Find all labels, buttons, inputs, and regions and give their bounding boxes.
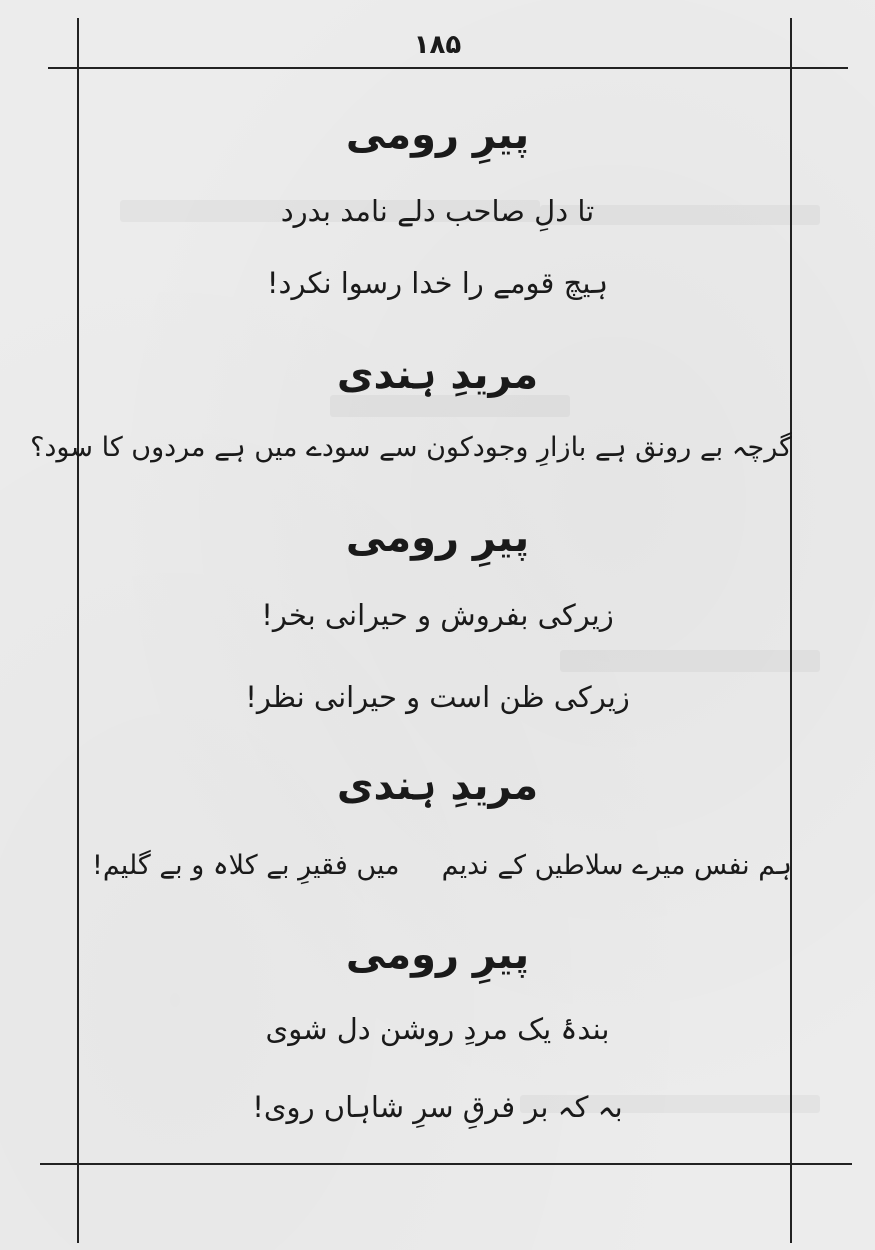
verse-line: بندۂ یک مردِ روشن دل شوی <box>265 1012 610 1046</box>
verse-line: ہیچ قومے را خدا رسوا نکرد! <box>266 266 609 300</box>
couplet-line <box>92 850 792 881</box>
section-heading: پیرِ رومی <box>345 112 530 158</box>
bleed-through-mark <box>560 650 820 672</box>
verse-line: تا دلِ صاحب دلے نامد بدرد <box>280 194 595 228</box>
section-heading: مریدِ ہندی <box>336 763 539 809</box>
bleed-through-mark <box>330 395 570 417</box>
section-heading: مریدِ ہندی <box>336 352 539 398</box>
bottom-border-line <box>40 1163 852 1165</box>
top-border-line <box>48 67 848 69</box>
couplet-line <box>30 432 792 463</box>
page-number: ۱۸۵ <box>413 30 462 60</box>
section-heading: پیرِ رومی <box>345 515 530 561</box>
hemistich-first: ہم نفس میرے سلاطیں کے ندیم <box>441 850 792 881</box>
hemistich-first: گرچہ بے رونق ہے بازارِ وجود <box>472 432 792 463</box>
verse-line: زیرکی ظن است و حیرانی نظر! <box>245 680 630 714</box>
verse-line: زیرکی بفروش و حیرانی بخر! <box>261 598 614 632</box>
hemistich-second: میں فقیرِ بے کلاہ و بے گلیم! <box>92 850 400 881</box>
verse-line: بہ کہ بر فرقِ سرِ شاہاں روی! <box>252 1090 623 1124</box>
section-heading: پیرِ رومی <box>345 932 530 978</box>
hemistich-second: کون سے سودے میں ہے مردوں کا سود؟ <box>30 432 473 463</box>
